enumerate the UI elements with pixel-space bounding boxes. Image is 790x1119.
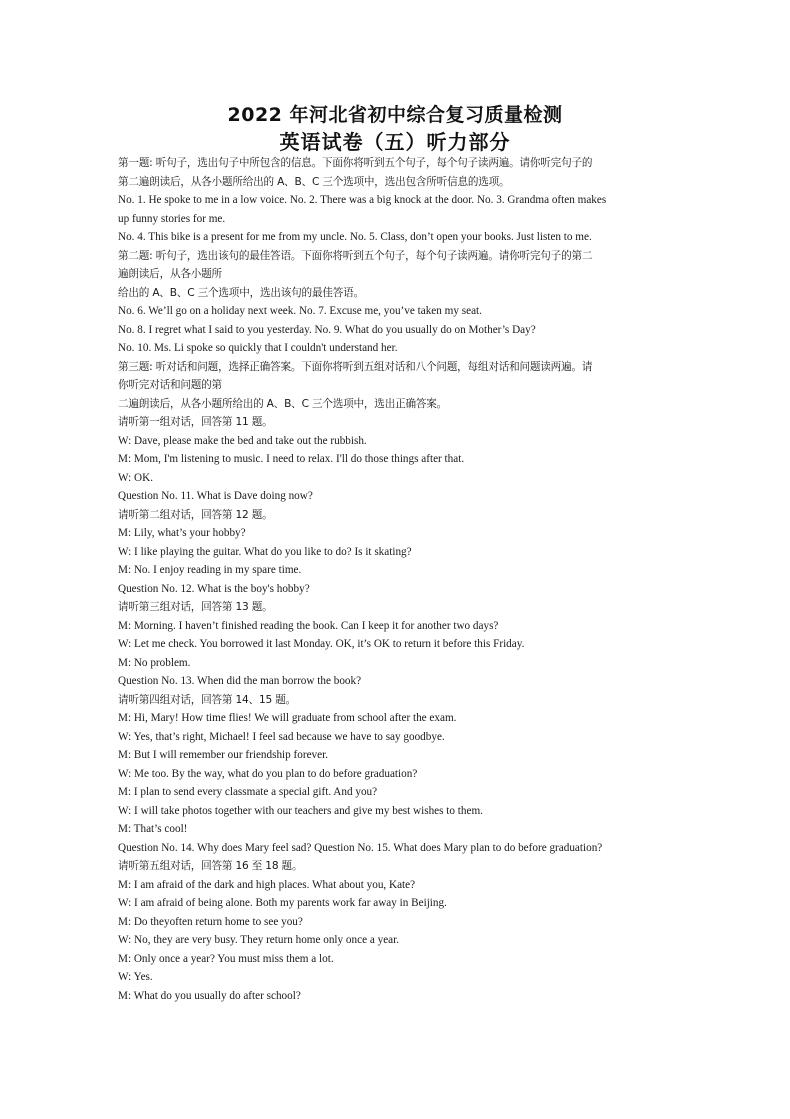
script-line: M: No. I enjoy reading in my spare time. <box>118 564 302 576</box>
script-line: M: Lily, what’s your hobby? <box>118 527 246 539</box>
script-line: M: I plan to send every classmate a special gift. And you? <box>118 786 378 798</box>
script-line: 请听第三组对话，回答第 13 题。 <box>118 601 273 613</box>
script-line: Question No. 11. What is Dave doing now? <box>118 490 313 502</box>
script-line: M: Do theyoften return home to see you? <box>118 915 303 928</box>
script-line: M: No problem. <box>118 656 191 669</box>
script-line: W: Me too. By the way, what do you plan to do before graduation? <box>118 767 418 780</box>
script-line: No. 8. I regret what I said to you yesterday. No. 9. What do you usually do on Mother’s Day? <box>118 323 536 336</box>
script-line: W: Yes, that’s right, Michael! I feel sad because we have to say goodbye. <box>118 730 445 743</box>
script-line: 请听第四组对话，回答第 14、15 题。 <box>118 693 297 706</box>
script-line: W: OK. <box>118 471 154 484</box>
listening-script <box>118 154 674 1005</box>
script-line: 请听第二组对话，回答第 12 题。 <box>118 508 273 521</box>
script-line: No. 10. Ms. Li spoke so quickly that I couldn't understand her. <box>118 342 398 354</box>
script-line: M: Only once a year? You must miss them a lot. <box>118 952 334 965</box>
script-line: W: Let me check. You borrowed it last Monday. OK, it’s OK to return it before this Friday. <box>118 638 525 650</box>
script-line: No. 1. He spoke to me in a low voice. No. 2. There was a big knock at the door. No. 3. Grandma often makes <box>118 194 607 206</box>
script-line: W: I will take photos together with our teachers and give my best wishes to them. <box>118 804 483 817</box>
document-subtitle: 英语试卷（五）听力部分 <box>279 130 511 154</box>
script-line: W: I like playing the guitar. What do you like to do? Is it skating? <box>118 545 412 558</box>
script-line: up funny stories for me. <box>118 212 226 225</box>
script-line: No. 4. This bike is a present for me from my uncle. No. 5. Class, don’t open your books. Just listen to me. <box>118 231 592 243</box>
script-line: 你听完对话和问题的第 <box>118 379 222 391</box>
script-line: 第二题: 听句子，选出该句的最佳答语。下面你将听到五个句子，每个句子读两遍。请你听完句子的第二 <box>118 249 593 262</box>
script-line: 第二遍朗读后，从各小题所给出的 A、B、C 三个选项中，选出包含所听信息的选项。 <box>118 175 510 188</box>
script-line: 第一题: 听句子，选出句子中所包含的信息。下面你将听到五个句子，每个句子读两遍。请你听完句子的 <box>118 157 593 169</box>
script-line: No. 6. We’ll go on a holiday next week. No. 7. Excuse me, you’ve taken my seat. <box>118 305 482 317</box>
script-line: Question No. 14. Why does Mary feel sad? Question No. 15. What does Mary plan to do before graduation? <box>118 841 603 854</box>
script-line: W: Dave, please make the bed and take out the rubbish. <box>118 434 367 447</box>
script-line: W: I am afraid of being alone. Both my parents work far away in Beijing. <box>118 897 447 909</box>
script-line: W: No, they are very busy. They return home only once a year. <box>118 934 400 946</box>
script-line: M: What do you usually do after school? <box>118 989 301 1002</box>
script-line: M: But I will remember our friendship forever. <box>118 749 329 761</box>
script-line: M: I am afraid of the dark and high places. What about you, Kate? <box>118 878 416 891</box>
script-line: M: Hi, Mary! How time flies! We will graduate from school after the exam. <box>118 712 457 724</box>
script-line: 二遍朗读后，从各小题所给出的 A、B、C 三个选项中，选出正确答案。 <box>118 397 448 410</box>
script-line: 第三题: 听对话和问题，选择正确答案。下面你将听到五组对话和八个问题，每组对话和问题读两遍。请 <box>118 360 593 373</box>
script-line: 请听第一组对话，回答第 11 题。 <box>118 416 273 428</box>
script-line: M: Mom, I'm listening to music. I need to relax. I'll do those things after that. <box>118 453 465 465</box>
script-line: 给出的 A、B、C 三个选项中，选出该句的最佳答语。 <box>118 286 364 299</box>
script-line: Question No. 12. What is the boy's hobby? <box>118 582 310 595</box>
script-line: 遍朗读后，从各小题所 <box>118 268 222 280</box>
document-title: 2022 年河北省初中综合复习质量检测 <box>227 104 563 126</box>
script-line: 请听第五组对话，回答第 16 至 18 题。 <box>118 860 303 872</box>
script-line: W: Yes. <box>118 971 153 983</box>
script-line: M: That’s cool! <box>118 823 188 835</box>
script-line: M: Morning. I haven’t finished reading the book. Can I keep it for another two days? <box>118 619 499 632</box>
script-line: Question No. 13. When did the man borrow the book? <box>118 675 362 687</box>
